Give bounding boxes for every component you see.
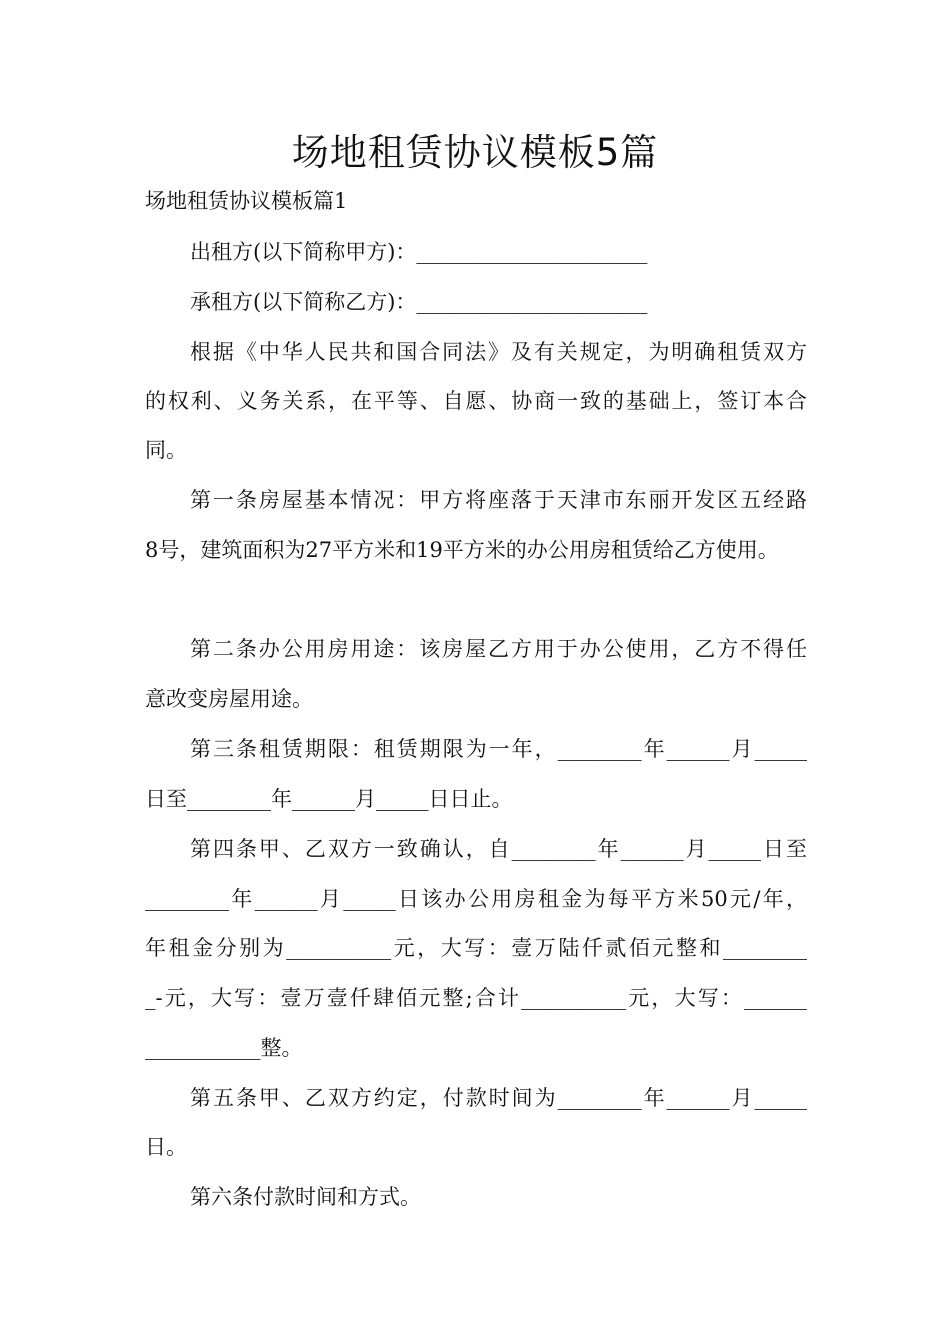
preamble-line-1: 根据《中华人民共和国合同法》及有关规定，为明确租赁双方 [190,340,807,364]
document-title: 场地租赁协议模板5篇 [291,131,659,174]
article1-line-1: 第一条房屋基本情况：甲方将座落于天津市东丽开发区五经路 [190,488,807,512]
article5-line-2: 日。 [145,1135,187,1159]
article3-line-1: 第三条租赁期限：租赁期限为一年，________年______月_____ [190,737,807,761]
article5-line-1: 第五条甲、乙双方约定，付款时间为________年______月_____ [190,1086,807,1110]
article4-line-4: _-元，大写：壹万壹仟肆佰元整;合计__________元，大写：______ [145,986,807,1010]
lessor-line: 出租方(以下简称甲方)：______________________ [190,240,648,264]
article4-line-5: ___________整。 [145,1036,303,1060]
article4-line-3: 年租金分别为__________元，大写：壹万陆仟贰佰元整和________ [145,936,807,960]
article2-line-2: 意改变房屋用途。 [145,687,313,711]
article3-line-2: 日至________年______月_____日日止。 [145,787,513,811]
preamble-line-2: 的权利、义务关系，在平等、自愿、协商一致的基础上，签订本合 [145,389,807,413]
section-heading: 场地租赁协议模板篇1 [145,189,348,213]
article4-line-1: 第四条甲、乙双方一致确认，自________年______月_____日至 [190,837,807,861]
article2-line-1: 第二条办公用房用途：该房屋乙方用于办公使用，乙方不得任 [190,637,807,661]
article4-line-2: ________年______月_____日该办公用房租金为每平方米50元/年， [145,887,807,911]
article6-line: 第六条付款时间和方式。 [190,1185,421,1209]
lessee-line: 承租方(以下简称乙方)：______________________ [190,290,648,314]
article1-line-2: 8号，建筑面积为27平方米和19平方米的办公用房租赁给乙方使用。 [145,538,779,562]
preamble-line-3: 同。 [145,438,187,462]
